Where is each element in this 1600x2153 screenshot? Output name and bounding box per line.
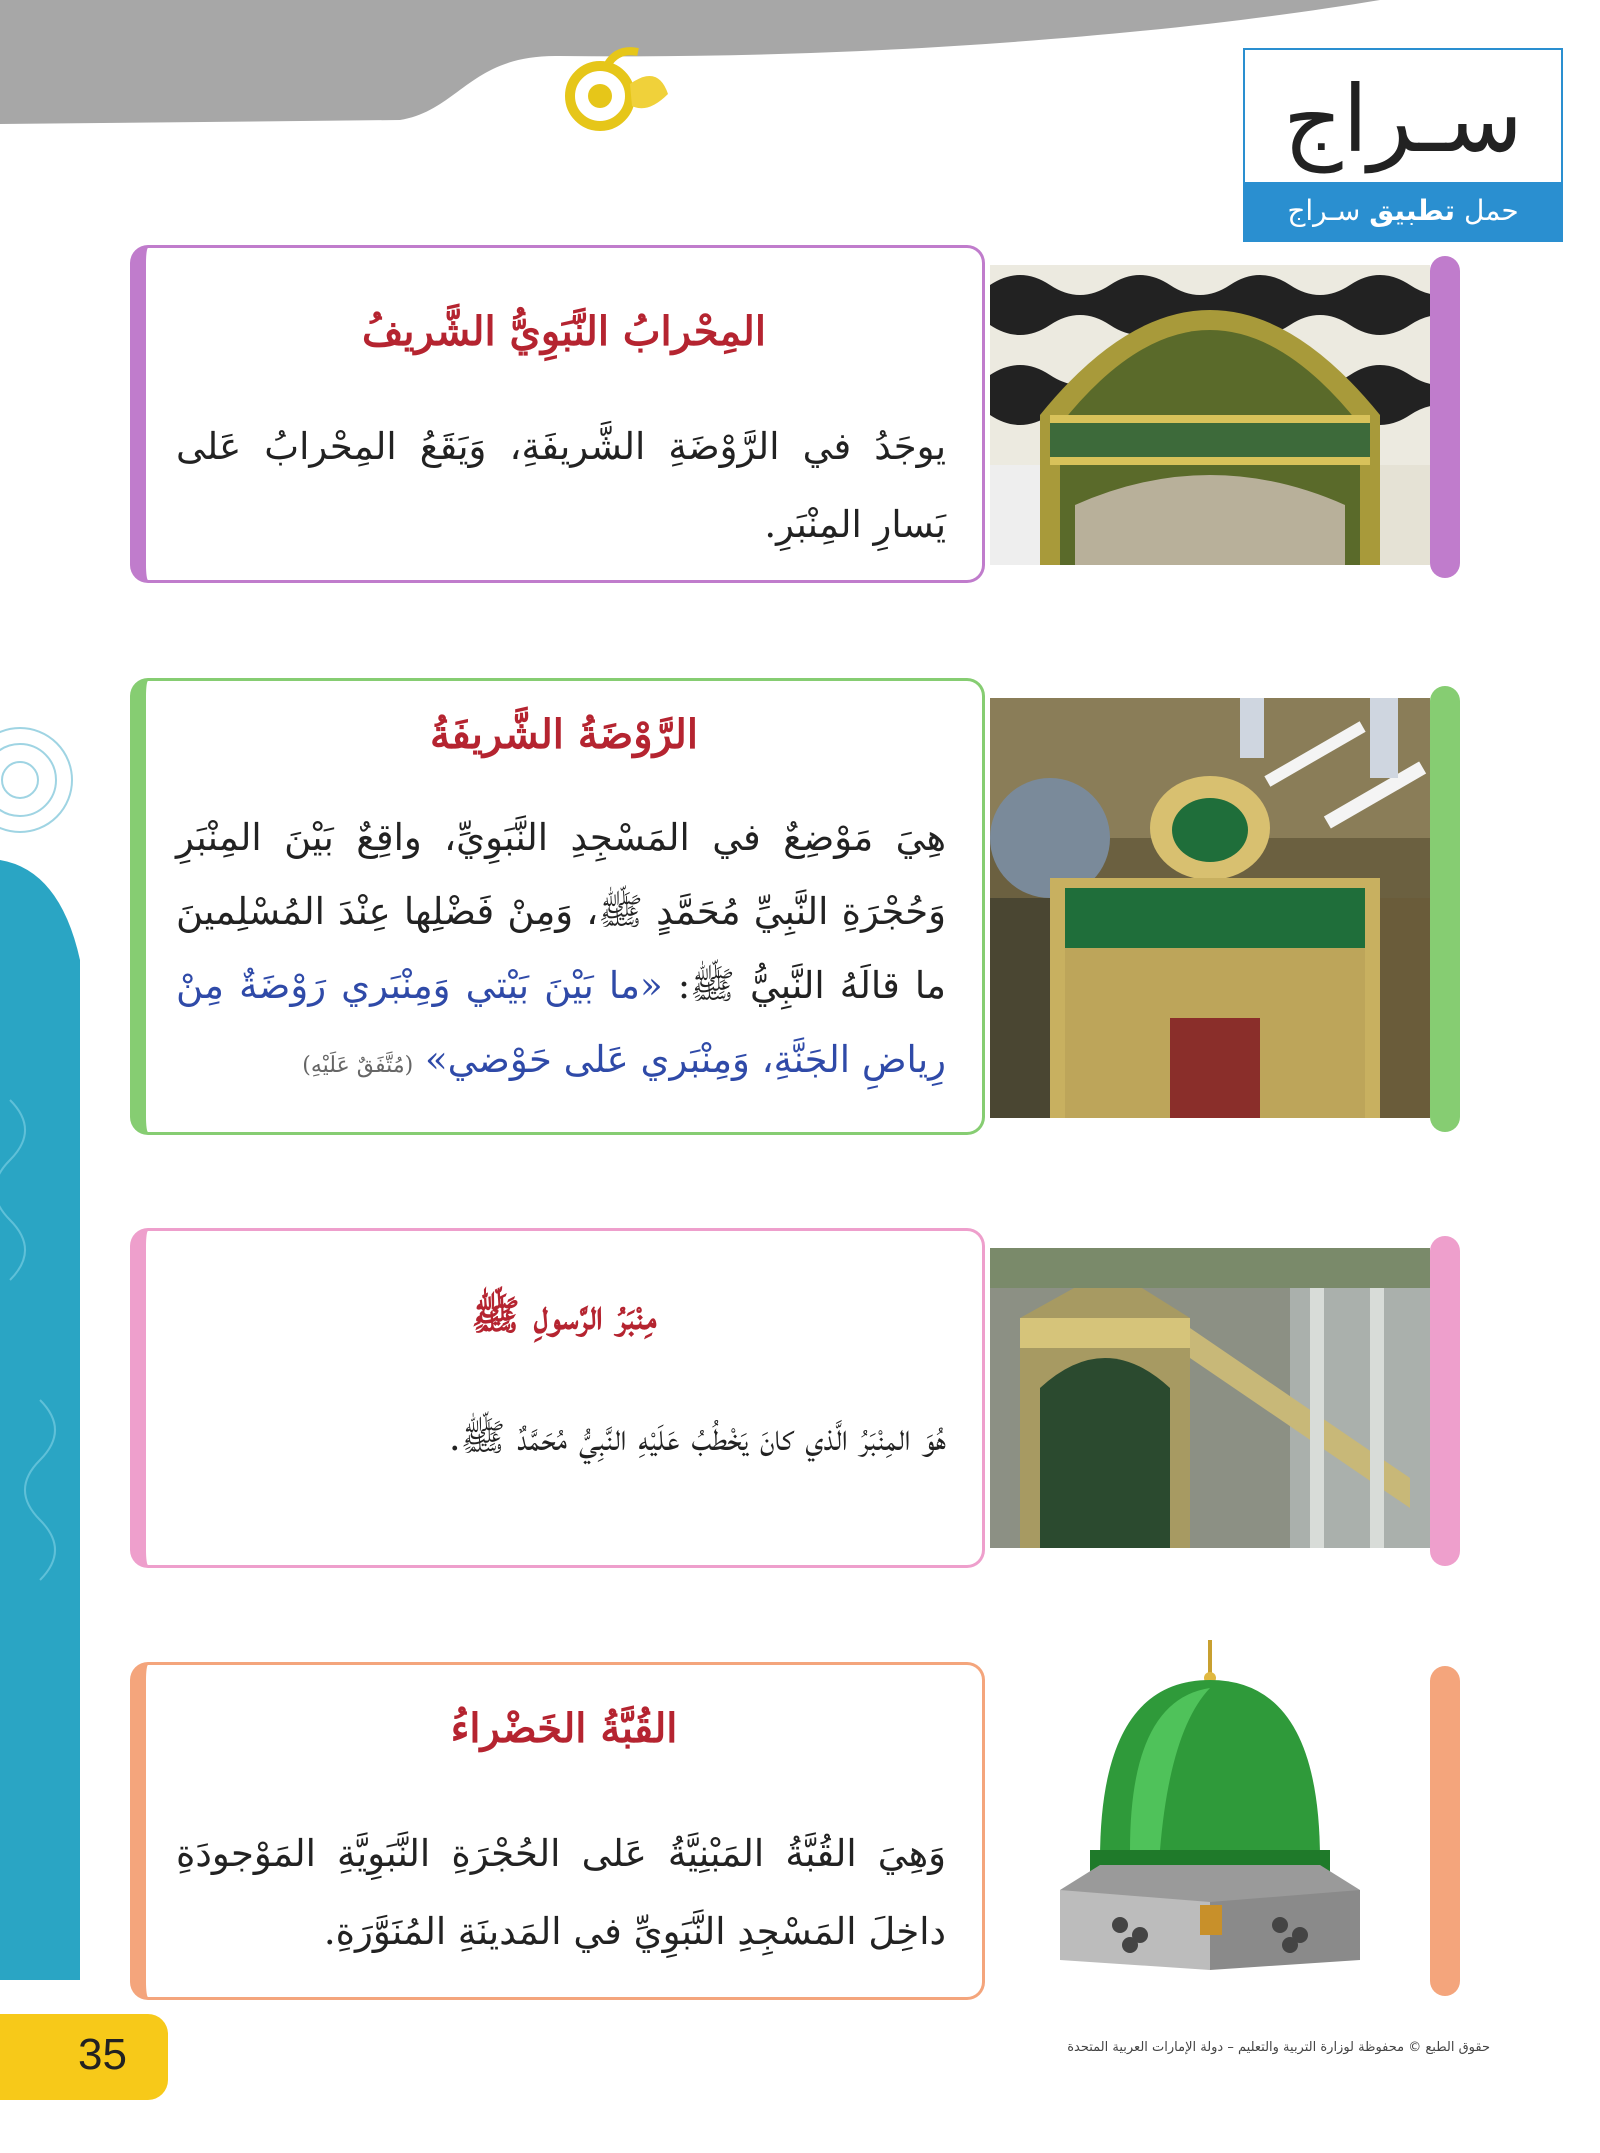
card-title: المِحْرابُ النَّبَوِيُّ الشَّريفُ <box>362 308 766 355</box>
hadith-reference: (مُتَّفَقٌ عَلَيْهِ) <box>302 1053 414 1078</box>
card-accent-bar <box>1430 256 1460 578</box>
hadith-quote: «ما بَيْنَ بَيْتي وَمِنْبَري رَوْضَةٌ مِنْ رِياضِ الجَنَّةِ، وَمِنْبَري عَلى حَوْضي» <box>176 964 946 1081</box>
card-accent-bar <box>1430 1666 1460 1996</box>
left-decorative-strip <box>0 700 82 1980</box>
swirl-ornament-icon <box>548 44 678 144</box>
card-green-dome <box>130 1662 985 2000</box>
card-accent-bar <box>1430 1236 1460 1566</box>
card-body <box>176 801 946 1103</box>
card-title: الرَّوْضَةُ الشَّريفَةُ <box>430 711 698 758</box>
card-minbar <box>130 1228 985 1568</box>
card-body: هُوَ المِنْبَرُ الَّذي كانَ يَخْطُبُ عَلَيْهِ النَّبِيُّ مُحَمَّدٌ ﷺ. <box>448 1416 946 1459</box>
logo-word: سـراج <box>1283 66 1523 173</box>
card-title: القُبَّةُ الخَضْراءُ <box>450 1705 678 1752</box>
page-number: 35 <box>78 2030 127 2079</box>
logo-tagline-suffix: سـراج <box>1287 194 1361 227</box>
logo-tagline <box>1245 182 1561 240</box>
card-title: مِنْبَرُ الرَّسولِ ﷺ <box>471 1292 657 1339</box>
siraj-logo[interactable] <box>1243 48 1563 242</box>
card-body: يوجَدُ في الرَّوْضَةِ الشَّريفَةِ، وَيَقَعُ المِحْرابُ عَلى يَسارِ المِنْبَرِ. <box>176 425 946 546</box>
rawdah-photo <box>990 698 1430 1118</box>
green-dome-image <box>1040 1640 1380 1980</box>
copyright-text: حقوق الطبع © محفوظة لوزارة التربية والتعليم – دولة الإمارات العربية المتحدة <box>1067 2040 1490 2055</box>
logo-tagline-prefix: حمل <box>1463 194 1519 227</box>
card-body: وَهِيَ القُبَّةُ المَبْنِيَّةُ عَلى الحُجْرَةِ النَّبَوِيَّةِ المَوْجودَةِ داخِلَ المَسْجِدِ النَّبَوِيِّ في المَدينَةِ المُنَوَّرَةِ. <box>176 1832 946 1953</box>
card-accent-bar <box>1430 686 1460 1132</box>
mihrab-photo <box>990 265 1430 565</box>
logo-tagline-bold: تطبيق <box>1369 194 1456 227</box>
card-body-text: هِيَ مَوْضِعٌ في المَسْجِدِ النَّبَوِيِّ، واقِعٌ بَيْنَ المِنْبَرِ وَحُجْرَةِ النَّبِيِّ مُحَمَّدٍ ﷺ، وَمِنْ فَضْلِها عِنْدَ المُسْلِمينَ ما قالَهُ النَّبِيُّ ﷺ: <box>176 816 946 1007</box>
card-rawdah <box>130 678 985 1135</box>
card-mihrab <box>130 245 985 583</box>
minbar-photo <box>990 1248 1430 1548</box>
